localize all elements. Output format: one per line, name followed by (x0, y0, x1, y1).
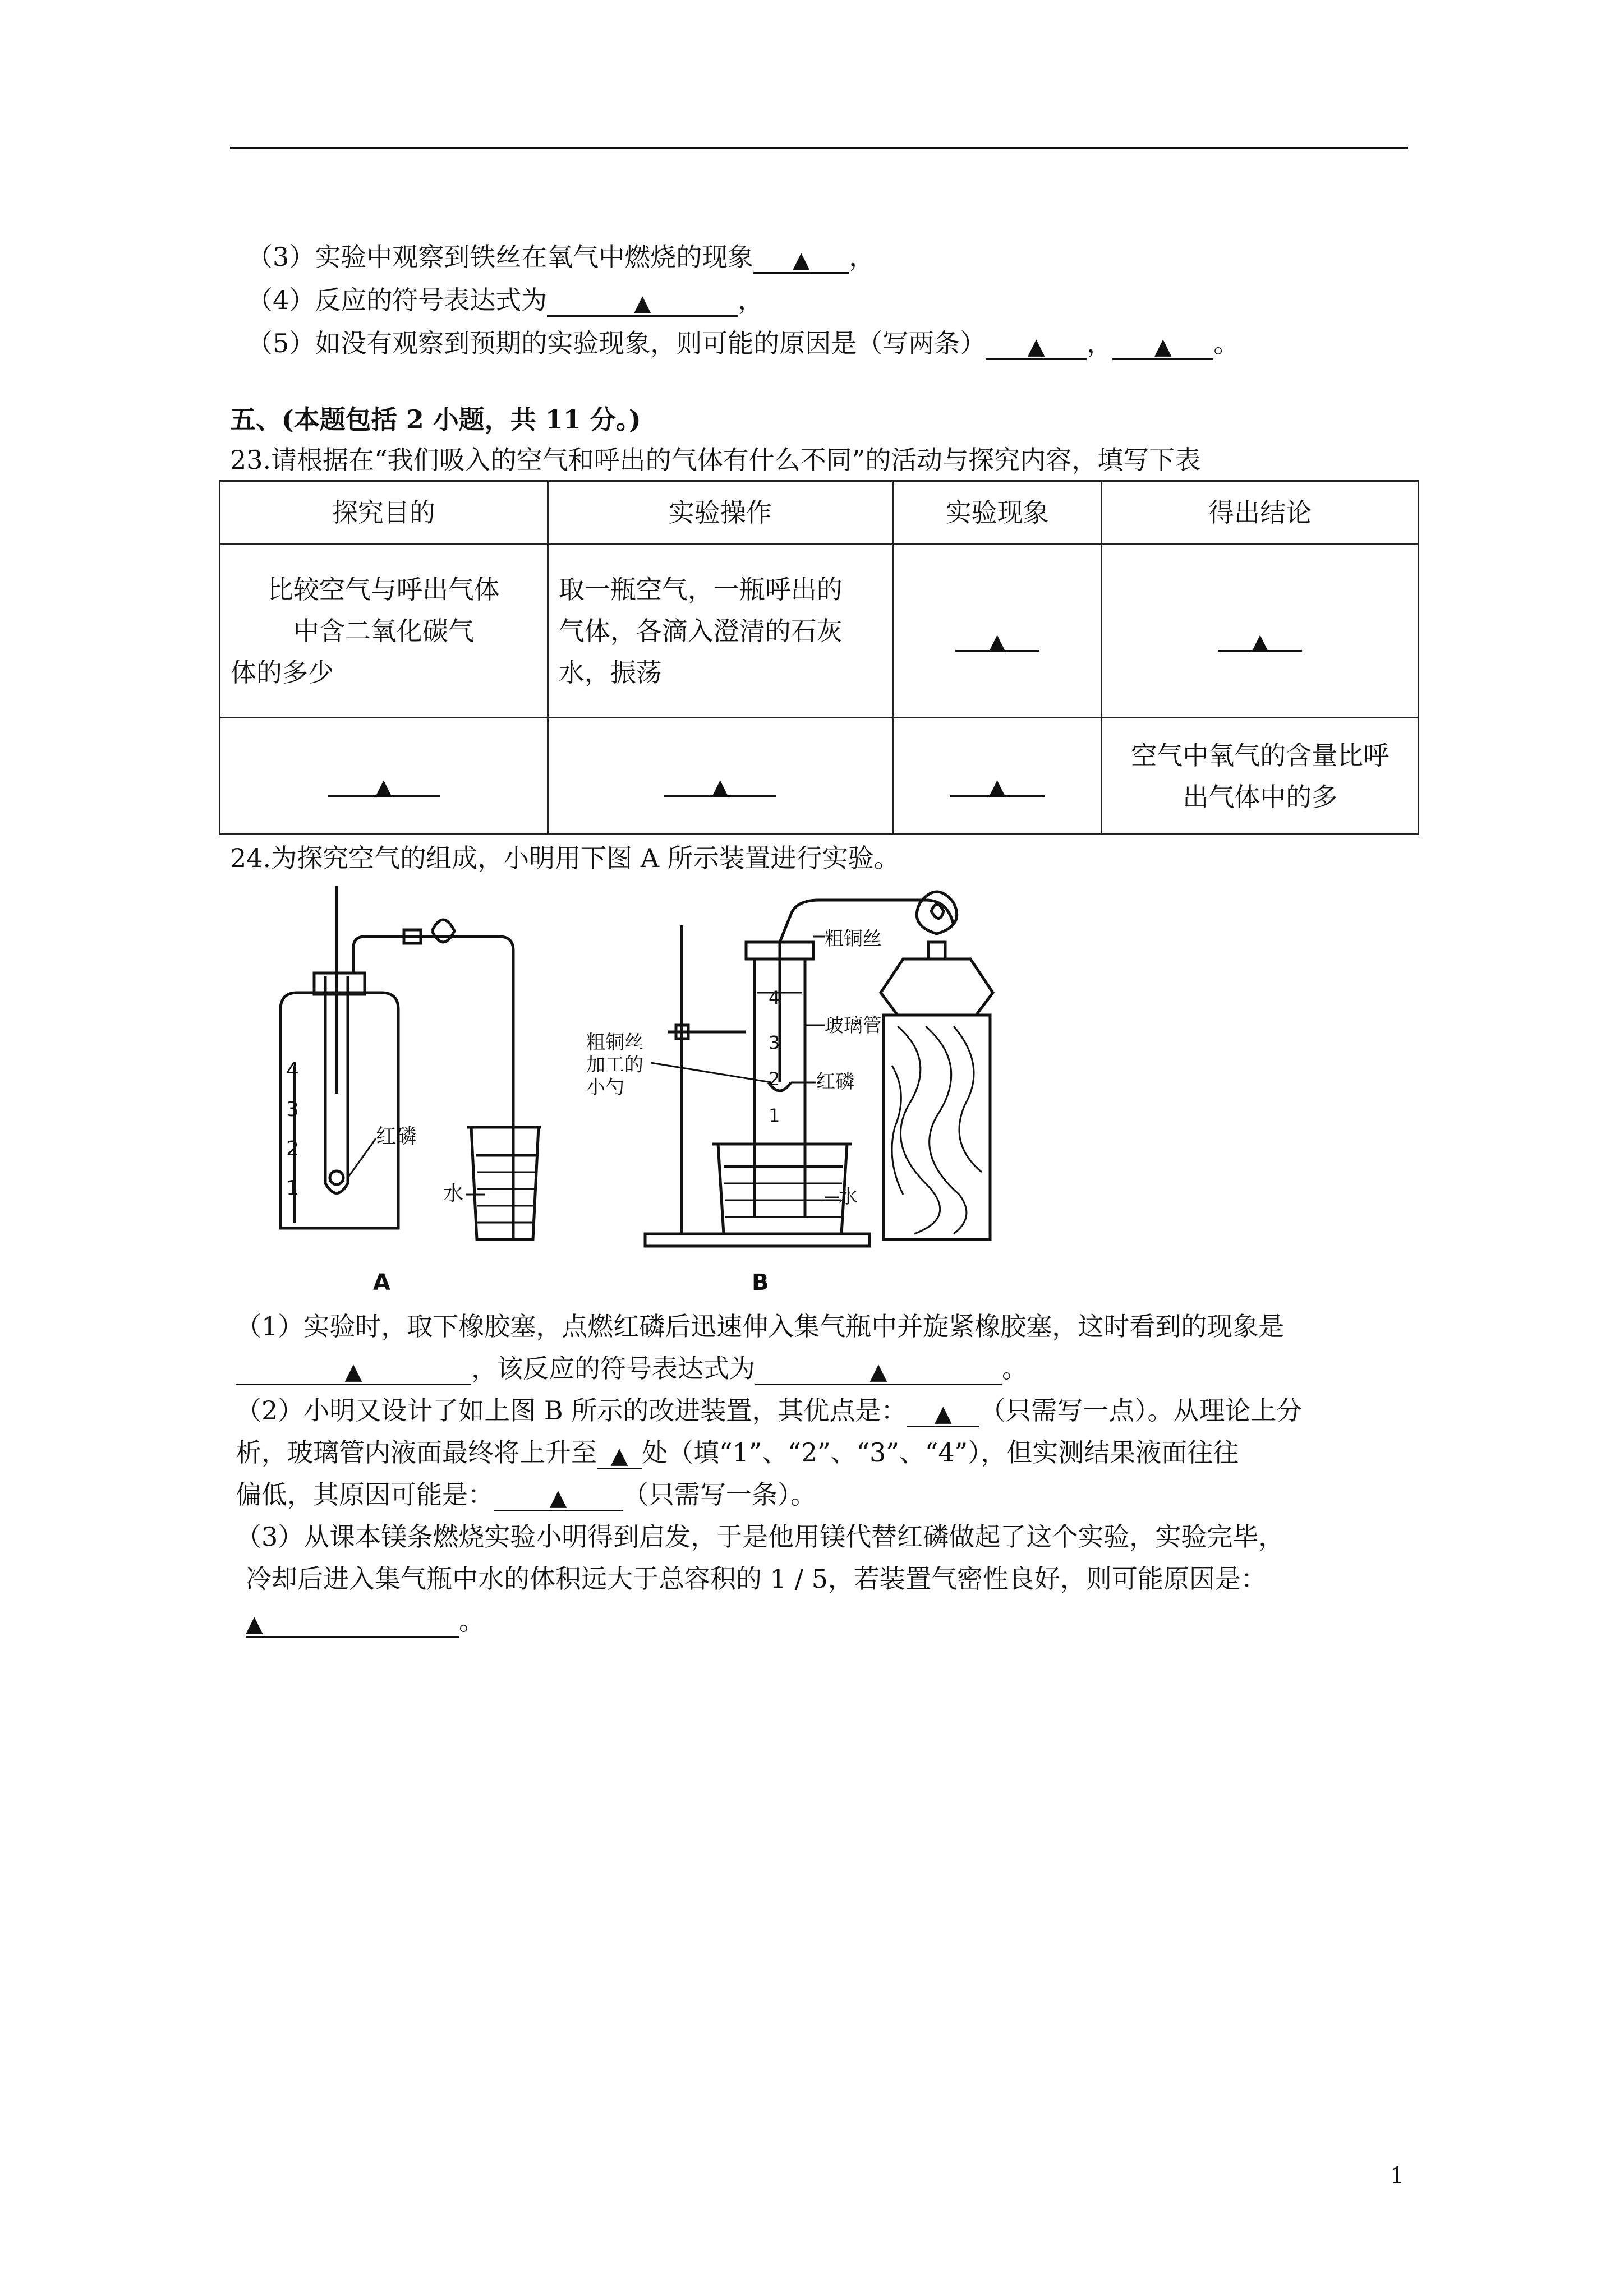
q24-p2-blank-advantage[interactable] (907, 1395, 979, 1427)
label-a: A (373, 1270, 390, 1295)
q3-line (247, 240, 875, 274)
q24-p2-line3 (236, 1478, 816, 1511)
label-water-b: 水 (839, 1186, 858, 1208)
blank-mark: ▲ (988, 629, 1006, 655)
q24-p1-mid: ，该反应的符号表达式为 (471, 1353, 755, 1384)
q24-intro: 24.为探究空气的组成，小明用下图 A 所示装置进行实验。 (230, 843, 900, 873)
label-spoon-2: 加工的 (586, 1054, 643, 1076)
label-glass-tube: 玻璃管 (825, 1015, 882, 1037)
label-b: B (752, 1270, 769, 1295)
q24-p2-blank-reason[interactable] (494, 1479, 623, 1511)
row1-operation (548, 544, 892, 718)
q24-p2-text-e: 偏低，其原因可能是： (236, 1479, 494, 1510)
q4-line (247, 283, 763, 317)
section-5-title: 五、(本题包括 2 小题，共 11 分。) (230, 404, 641, 435)
q3-answer-blank[interactable] (753, 242, 849, 274)
b-scale-2: 2 (769, 1068, 780, 1090)
q24-p2-text-f: （只需写一条）。 (623, 1479, 816, 1510)
q24-p3-tail: 。 (459, 1606, 485, 1636)
operation-line: 气体，各滴入澄清的石灰 (558, 615, 843, 646)
b-scale-4: 4 (769, 987, 780, 1008)
answer-blank[interactable] (328, 765, 440, 800)
q4-answer-blank[interactable] (547, 285, 738, 317)
b-scale-3: 3 (769, 1032, 780, 1053)
q5-mid: ， (1087, 328, 1113, 358)
q24-p1-line1: （1）实验时，取下橡胶塞，点燃红磷后迅速伸入集气瓶中并旋紧橡胶塞，这时看到的现象是 (236, 1311, 1285, 1341)
table-row (220, 544, 1419, 718)
q24-p2-line2 (236, 1436, 1239, 1469)
figure-a (280, 886, 541, 1295)
blank-mark: ▲ (344, 1359, 362, 1385)
header-purpose: 探究目的 (220, 481, 548, 544)
q24-p2-line1 (236, 1394, 1302, 1427)
blank-mark: ▲ (711, 774, 729, 800)
q24-p3-line2: 冷却后进入集气瓶中水的体积远大于总容积的 1 / 5，若装置气密性良好，则可能原因是： (246, 1564, 1267, 1594)
q24-p2-blank-level[interactable] (597, 1437, 642, 1469)
q24-p1-line2 (236, 1352, 1028, 1385)
label-red-phosphorus-a: 红磷 (376, 1125, 417, 1148)
label-spoon-1: 粗铜丝 (586, 1031, 643, 1054)
q24-p3-line1: （3）从课本镁条燃烧实验小明得到启发，于是他用镁代替红磷做起了这个实验，实验完毕， (236, 1522, 1285, 1552)
q24-p2-text-d: 处（填“1”、“2”、“3”、“4”），但实测结果液面往往 (642, 1437, 1239, 1468)
q5-text: （5）如没有观察到预期的实验现象，则可能的原因是（写两条） (247, 328, 986, 358)
header-conclusion: 得出结论 (1102, 481, 1419, 544)
q24-p1-tail: 。 (1002, 1353, 1028, 1384)
q4-text: （4）反应的符号表达式为 (247, 285, 548, 315)
blank-mark: ▲ (633, 291, 651, 316)
scale-3: 3 (286, 1098, 299, 1121)
row1-phenomenon (892, 544, 1102, 718)
row2-phenomenon (892, 718, 1102, 835)
blank-mark: ▲ (988, 774, 1006, 800)
q24-p1-blank-2[interactable] (755, 1353, 1002, 1385)
q4-tail: ， (738, 285, 764, 315)
blank-mark: ▲ (610, 1443, 628, 1469)
blank-mark: ▲ (869, 1359, 887, 1385)
q24-p2-text-b: （只需写一点）。从理论上分 (979, 1395, 1303, 1426)
conclusion-line: 出气体中的多 (1183, 781, 1338, 812)
answer-blank[interactable] (664, 765, 776, 800)
scale-4: 4 (286, 1059, 299, 1082)
blank-mark: ▲ (549, 1485, 567, 1511)
label-spoon-3: 小勺 (586, 1076, 624, 1099)
blank-mark: ▲ (1027, 334, 1045, 359)
conclusion-line: 空气中氧气的含量比呼 (1131, 740, 1390, 771)
q5-tail: 。 (1213, 328, 1240, 358)
q23-table (219, 480, 1419, 835)
q3-tail: ， (849, 242, 875, 272)
q5-answer-blank-1[interactable] (986, 328, 1087, 360)
q24-p2-text-c: 析，玻璃管内液面最终将上升至 (236, 1437, 597, 1468)
figure-b (586, 892, 993, 1295)
row1-conclusion (1102, 544, 1419, 718)
blank-mark: ▲ (375, 774, 393, 800)
q5-answer-blank-2[interactable] (1112, 328, 1213, 360)
scale-2: 2 (286, 1137, 299, 1160)
purpose-line: 中含二氧化碳气 (293, 615, 474, 646)
operation-line: 水，振荡 (558, 657, 662, 688)
header-rule (230, 147, 1408, 149)
blank-mark: ▲ (1251, 629, 1269, 655)
answer-blank[interactable] (1218, 620, 1302, 655)
label-copper-wire: 粗铜丝 (825, 928, 882, 950)
blank-mark: ▲ (934, 1401, 952, 1427)
operation-line: 取一瓶空气，一瓶呼出的 (558, 574, 843, 605)
q24-p1-blank-1[interactable] (236, 1353, 471, 1385)
q24-p3-line3 (246, 1604, 485, 1638)
q3-text: （3）实验中观察到铁丝在氧气中燃烧的现象 (247, 242, 754, 272)
q24-p2-text-a: （2）小明又设计了如上图 B 所示的改进装置，其优点是： (236, 1395, 907, 1426)
q5-line (247, 326, 1239, 360)
table-row (220, 718, 1419, 835)
table-header-row (220, 481, 1419, 544)
b-scale-1: 1 (769, 1105, 780, 1126)
scale-1: 1 (286, 1177, 299, 1200)
row2-purpose (220, 718, 548, 835)
label-red-phosphorus-b: 红磷 (816, 1071, 854, 1093)
apparatus-figure (264, 880, 1094, 1307)
blank-mark: ▲ (1154, 334, 1172, 359)
label-water-a: 水 (443, 1182, 464, 1205)
blank-mark: ▲ (246, 1611, 263, 1637)
q24-p3-blank[interactable] (246, 1606, 459, 1638)
purpose-line: 体的多少 (231, 657, 334, 688)
blank-mark: ▲ (792, 247, 810, 273)
row1-purpose (220, 544, 548, 718)
header-phenomenon: 实验现象 (892, 481, 1102, 544)
row2-conclusion (1102, 718, 1419, 835)
answer-blank[interactable] (955, 620, 1039, 655)
header-operation: 实验操作 (548, 481, 892, 544)
purpose-line: 比较空气与呼出气体 (267, 574, 500, 605)
row2-operation (548, 718, 892, 835)
page-number: 1 (1390, 2163, 1405, 2189)
q23-intro: 23.请根据在“我们吸入的空气和呼出的气体有什么不同”的活动与探究内容，填写下表 (230, 445, 1201, 475)
answer-blank[interactable] (950, 765, 1045, 800)
